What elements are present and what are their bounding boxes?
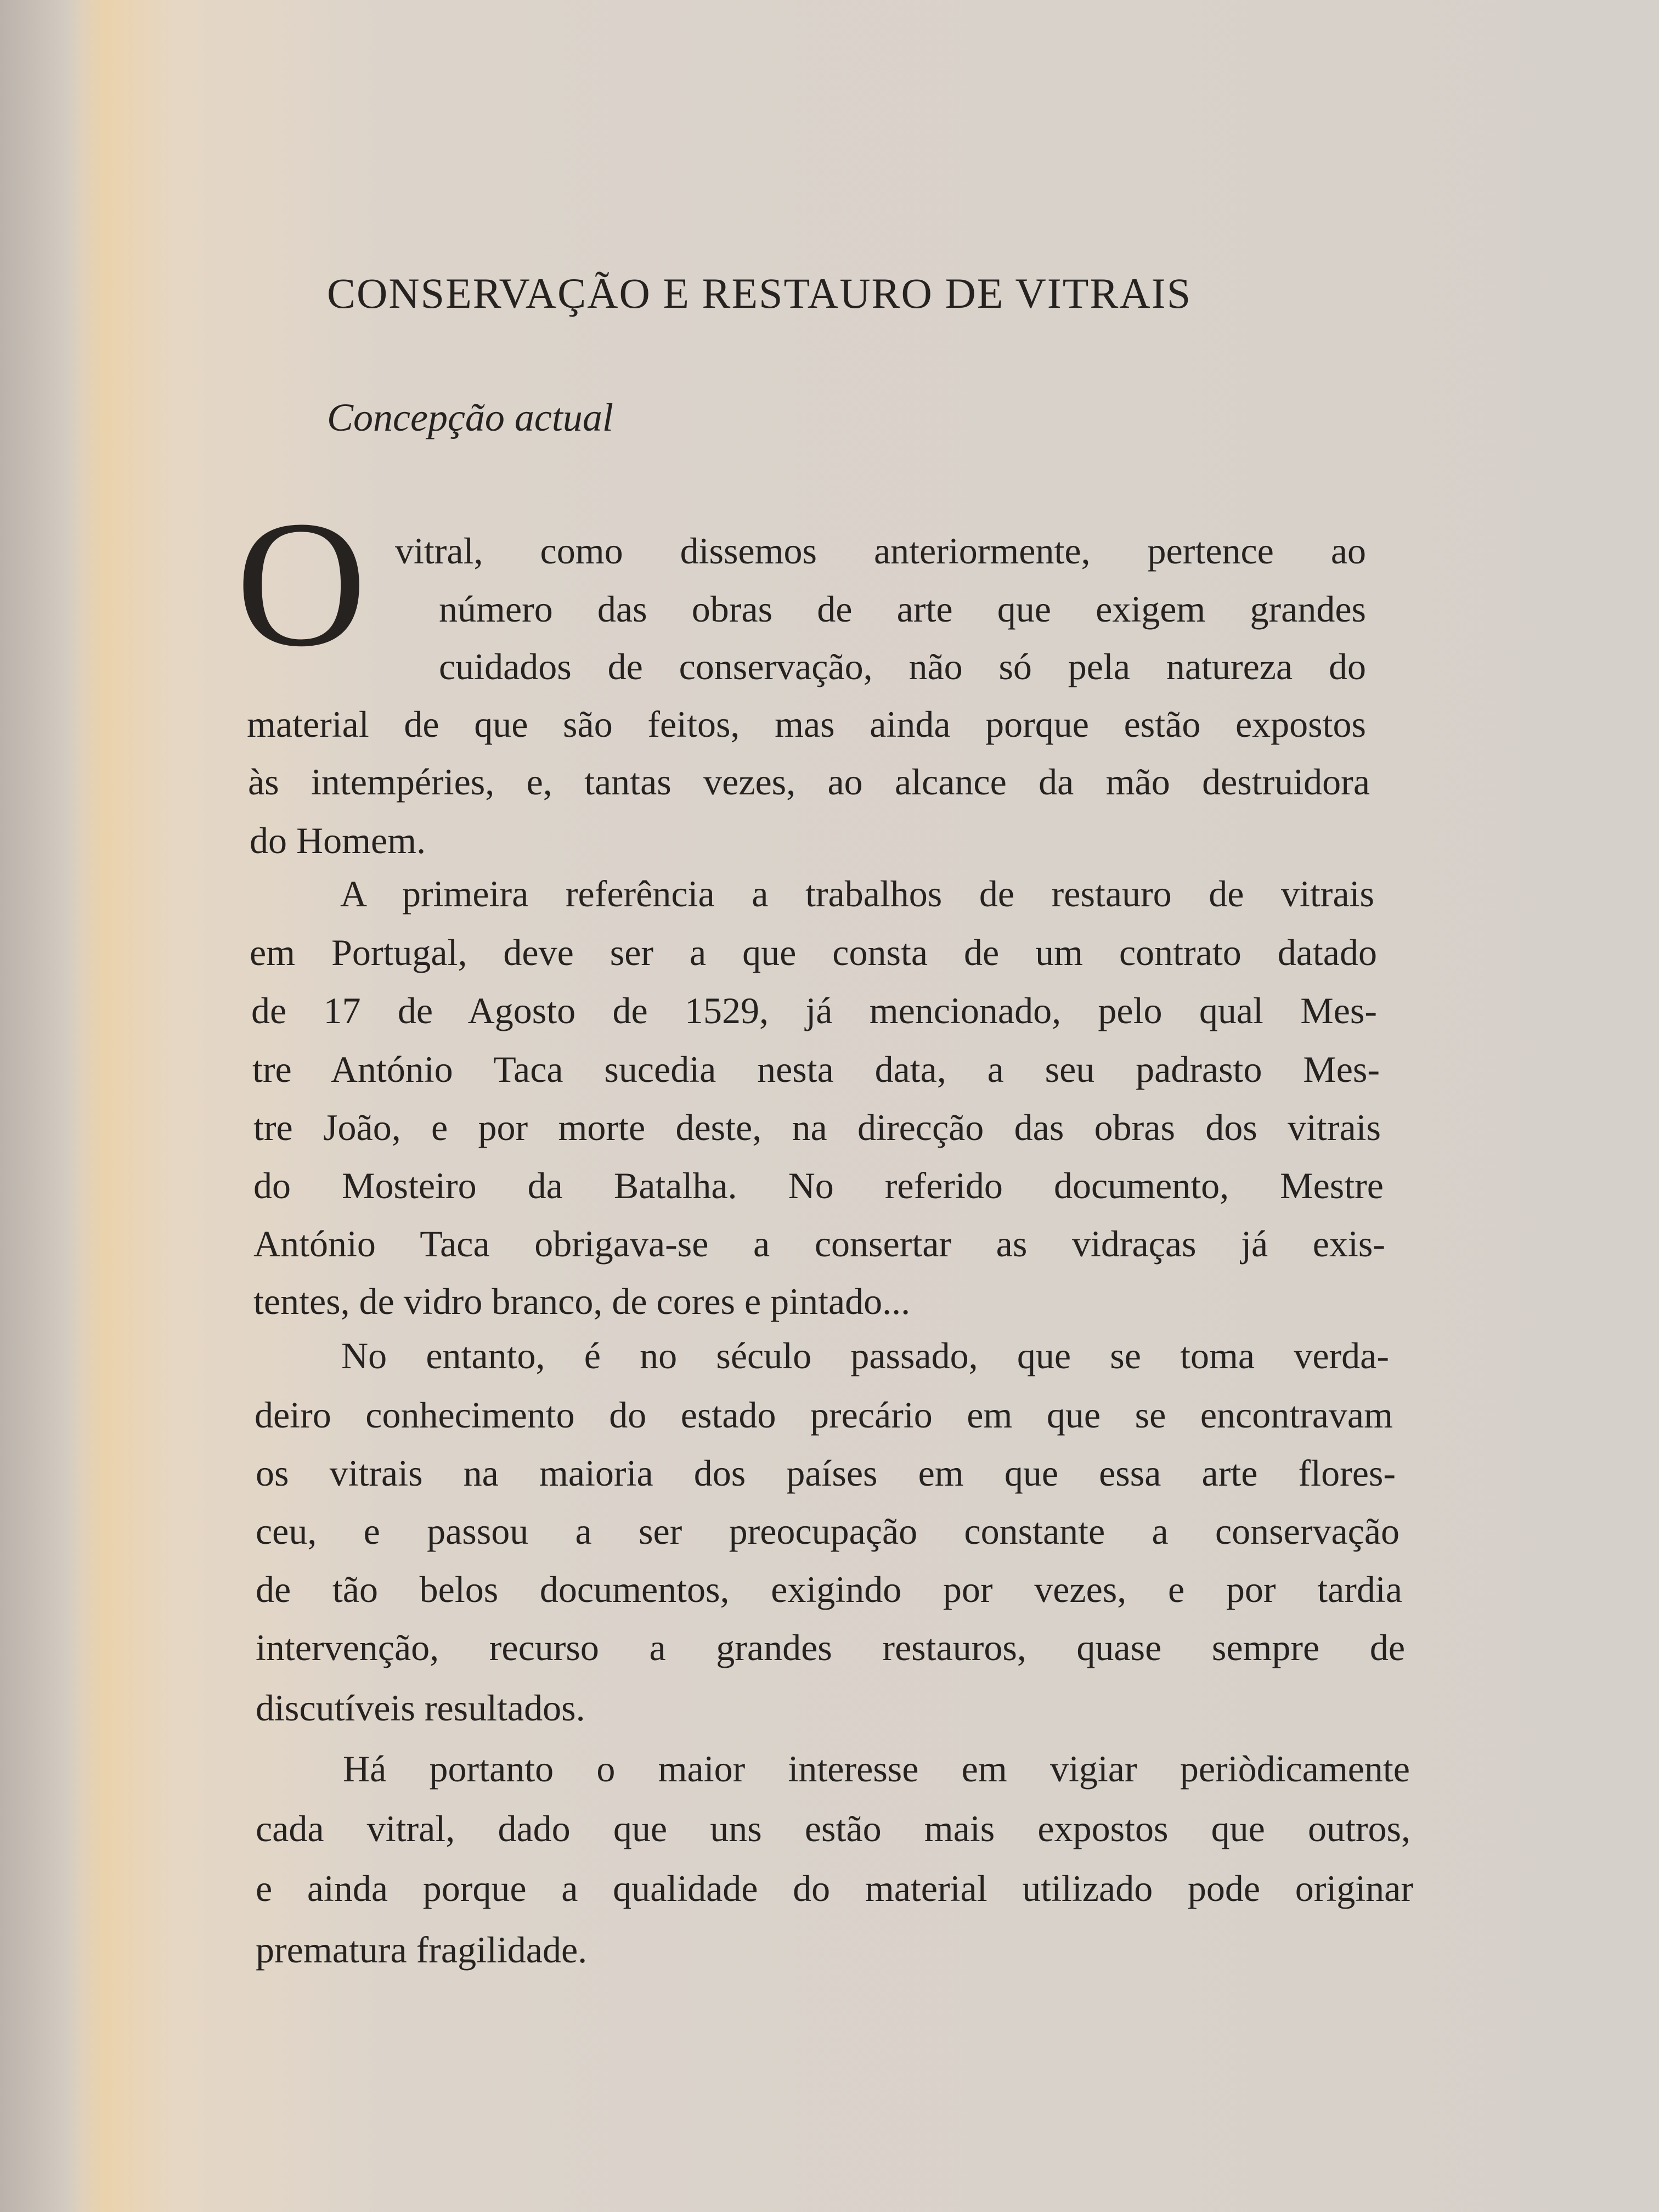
text-line: No entanto, é no século passado, que se toma verda- xyxy=(341,1335,1389,1376)
text-line: deiro conhecimento do estado precário em que se encontravam xyxy=(255,1394,1393,1436)
text-line: material de que são feitos, mas ainda porque estão expostos xyxy=(247,703,1366,745)
text-line: tentes, de vidro branco, de cores e pintado... xyxy=(253,1280,911,1322)
text-line: em Portugal, deve ser a que consta de um contrato datado xyxy=(250,932,1377,973)
text-line: do Homem. xyxy=(250,820,426,861)
text-line: A primeira referência a trabalhos de restauro de vitrais xyxy=(340,873,1374,915)
text-line: António Taca obrigava-se a consertar as vidraças já exis- xyxy=(253,1223,1385,1265)
text-line: tre António Taca sucedia nesta data, a seu padrasto Mes- xyxy=(252,1048,1380,1090)
section-subtitle: Concepção actual xyxy=(327,396,613,439)
text-line: e ainda porque a qualidade do material utilizado pode originar xyxy=(256,1867,1413,1909)
text-line: número das obras de arte que exigem grandes xyxy=(439,588,1366,630)
text-line: às intempéries, e, tantas vezes, ao alcance da mão destruidora xyxy=(248,761,1370,803)
text-line: cada vitral, dado que uns estão mais expostos que outros, xyxy=(256,1808,1410,1849)
text-line: prematura fragilidade. xyxy=(256,1929,588,1971)
text-line: do Mosteiro da Batalha. No referido documento, Mestre xyxy=(253,1165,1384,1206)
text-line: tre João, e por morte deste, na direcção das obras dos vitrais xyxy=(253,1107,1381,1148)
text-line: de 17 de Agosto de 1529, já mencionado, pelo qual Mes- xyxy=(251,990,1377,1031)
drop-cap: O xyxy=(236,484,367,684)
text-line: Há portanto o maior interesse em vigiar periòdicamente xyxy=(343,1748,1410,1790)
text-line: ceu, e passou a ser preocupação constante a conservação xyxy=(256,1510,1400,1552)
text-line: discutíveis resultados. xyxy=(256,1687,585,1729)
text-line: intervenção, recurso a grandes restauros, quase sempre de xyxy=(256,1627,1405,1668)
chapter-title: CONSERVAÇÃO E RESTAURO DE VITRAIS xyxy=(327,269,1192,317)
text-line: de tão belos documentos, exigindo por vezes, e por tardia xyxy=(256,1568,1402,1610)
text-line: vitral, como dissemos anteriormente, pertence ao xyxy=(395,530,1366,572)
text-line: cuidados de conservação, não só pela natureza do xyxy=(439,646,1366,687)
text-line: os vitrais na maioria dos países em que essa arte flores- xyxy=(256,1452,1396,1494)
